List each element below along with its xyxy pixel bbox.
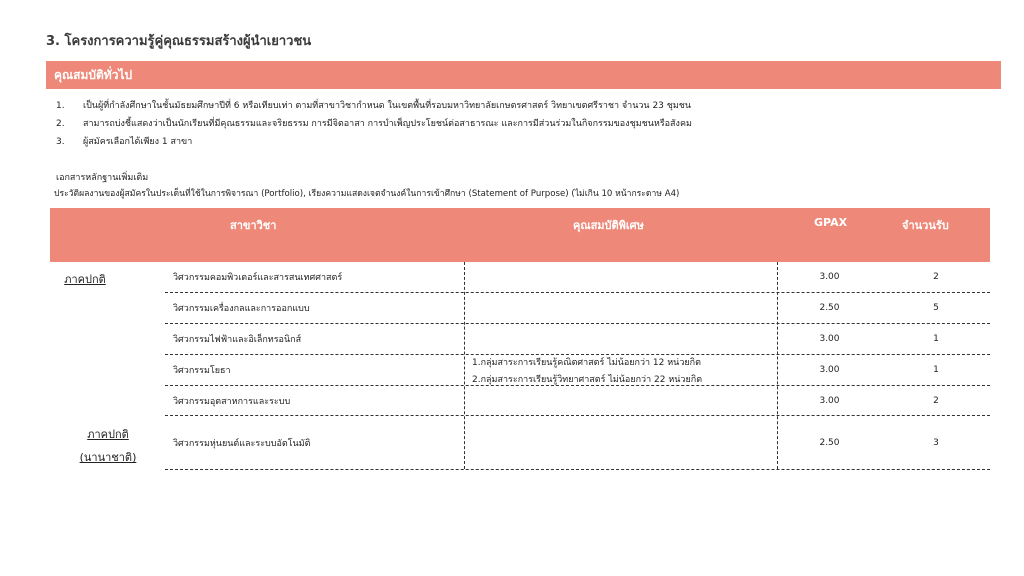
page-title: 3. โครงการความรู้คู่คุณธรรมสร้างผู้นำเยาวชน (46, 34, 312, 49)
table-row (165, 262, 990, 292)
requirement-number: 3. (56, 137, 65, 147)
major-name: วิศวกรรมไฟฟ้าและอิเล็กทรอนิกส์ (173, 335, 302, 345)
header-special-qualifications: คุณสมบัติพิเศษ (573, 219, 644, 232)
table-row (165, 293, 990, 323)
column-divider (464, 262, 465, 469)
requirement-item (56, 133, 692, 151)
special-qualification-item: 2.กลุ่มสาระการเรียนรู้วิทยาศาสตร์ ไม่น้อยกว่า 22 หน่วยกิต (472, 375, 703, 385)
major-name: วิศวกรรมคอมพิวเตอร์และสารสนเทศศาสตร์ (173, 273, 343, 283)
requirements-list (56, 97, 692, 151)
gpax-value: 3.00 (819, 365, 840, 375)
column-divider (777, 262, 778, 469)
gpax-value: 2.50 (819, 303, 840, 313)
requirement-text: เป็นผู้ที่กำลังศึกษาในชั้นมัธยมศึกษาปีที่ 6 หรือเทียบเท่า ตามที่สาขาวิชากำหนด ในเขตพื้นที่รอบมหาวิทยาลัยเกษตรศาสตร์ วิทยาเขตศรีราชา จำนวน 23 ชุมชน (83, 101, 692, 111)
seats-value: 2 (933, 395, 939, 406)
header-seats: จำนวนรับ (902, 219, 949, 232)
major-name: วิศวกรรมโยธา (173, 366, 231, 376)
special-qualifications-cell (472, 355, 772, 389)
row-divider (165, 323, 990, 324)
table-header (50, 208, 990, 262)
table-row (165, 386, 990, 415)
table-row (165, 324, 990, 354)
requirement-number: 1. (56, 101, 65, 111)
special-qualification-item: 1.กลุ่มสาระการเรียนรู้คณิตศาสตร์ ไม่น้อยกว่า 12 หน่วยกิต (472, 358, 701, 368)
group-label-line2: (นานาชาติ) (79, 451, 137, 464)
seats-value: 1 (933, 365, 939, 375)
requirement-item (56, 97, 692, 115)
row-divider (165, 415, 990, 416)
major-name: วิศวกรรมอุตสาหการและระบบ (173, 396, 291, 407)
gpax-value: 3.00 (819, 395, 840, 406)
requirement-text: ผู้สมัครเลือกได้เพียง 1 สาขา (83, 137, 193, 147)
table-row (165, 416, 990, 469)
header-gpax: GPAX (814, 216, 848, 229)
group-label-line1: ภาคปกติ (87, 428, 129, 441)
requirement-item (56, 115, 692, 133)
requirement-number: 2. (56, 119, 65, 129)
seats-value: 2 (933, 272, 939, 282)
group-label-regular-international (72, 425, 144, 466)
major-name: วิศวกรรมเครื่องกลและการออกแบบ (173, 304, 310, 314)
requirement-text: สามารถบ่งชี้แสดงว่าเป็นนักเรียนที่มีคุณธรรมและจริยธรรม การมีจิตอาสา การบำเพ็ญประโยชน์ต่อสาธารณะ และการมีส่วนร่วมในกิจกรรมของชุมชนหรือสังคม (83, 119, 692, 129)
major-name: วิศวกรรมหุ่นยนต์และระบบอัตโนมัติ (173, 438, 311, 449)
gpax-value: 2.50 (819, 437, 840, 448)
header-major: สาขาวิชา (230, 219, 277, 232)
group-label-regular: ภาคปกติ (64, 273, 106, 286)
documents-text: ประวัติผลงานของผู้สมัครในประเด็นที่ใช้ในการพิจารณา (Portfolio), เรียงความแสดงเจตจำนงค์ในการเข้าศึกษา (Statement of Purpose) (ไม่เกิน 10 หน้ากระดาษ A4) (54, 189, 680, 199)
gpax-value: 3.00 (819, 272, 840, 282)
section-header-general-qualifications: คุณสมบัติทั่วไป (46, 61, 1001, 89)
seats-value: 5 (933, 303, 939, 313)
seats-value: 1 (933, 334, 939, 344)
table-bottom-border (165, 469, 990, 470)
seats-value: 3 (933, 437, 939, 448)
row-divider (165, 292, 990, 293)
gpax-value: 3.00 (819, 334, 840, 344)
documents-heading: เอกสารหลักฐานเพิ่มเติม (56, 173, 149, 183)
